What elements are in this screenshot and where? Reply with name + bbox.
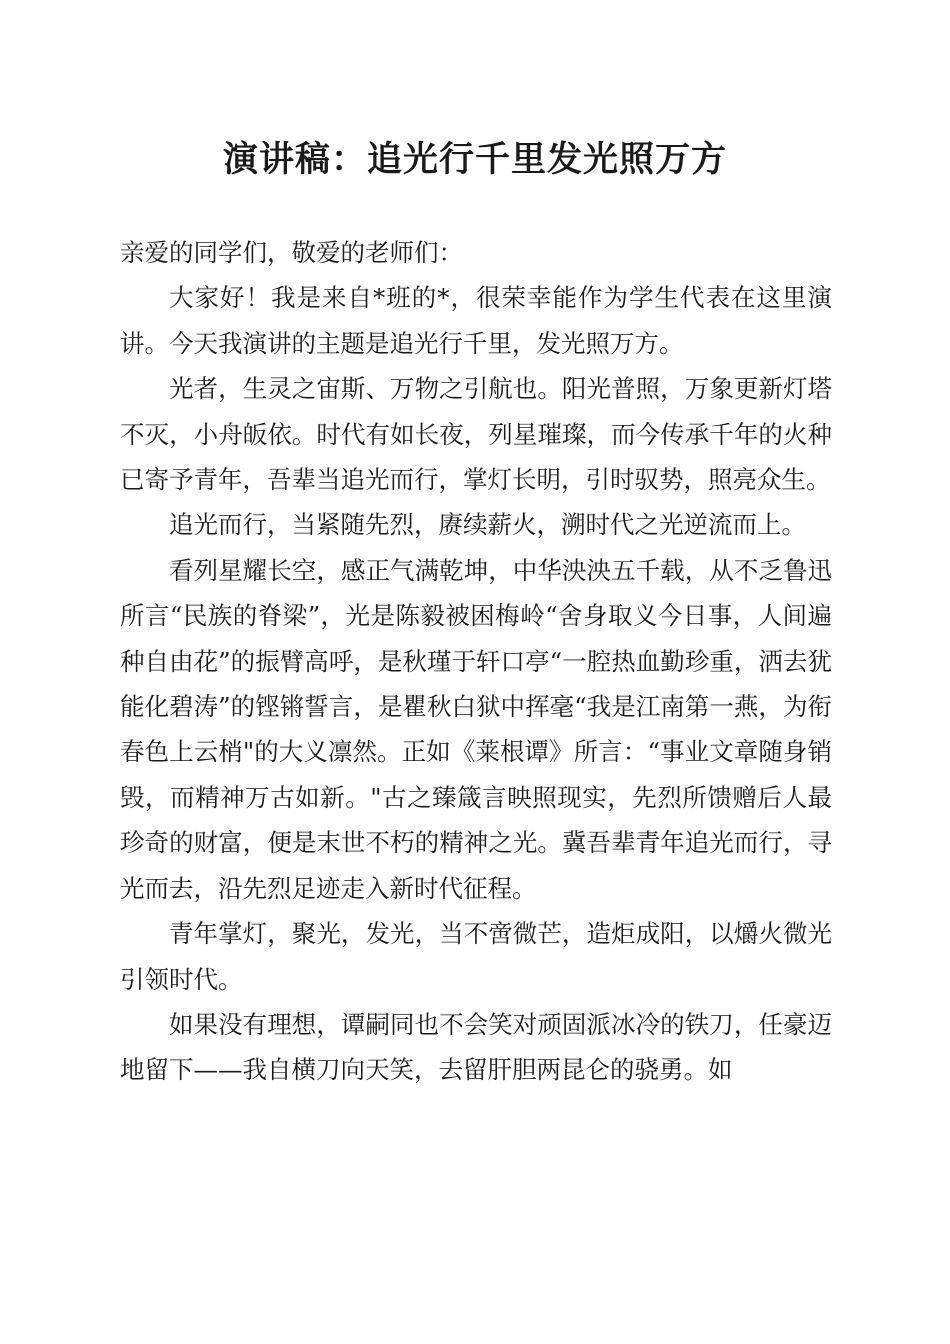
document-title: 演讲稿：追光行千里发光照万方 (222, 139, 727, 180)
document-body (120, 230, 832, 1093)
paragraph: 追光而行，当紧随先烈，赓续薪火，溯时代之光逆流而上。 (169, 510, 806, 540)
paragraph: 大家好！我是来自*班的*，很荣幸能作为学生代表在这里演讲。今天我演讲的主题是追光行千里，发光照万方。 (120, 283, 832, 358)
paragraph: 光者，生灵之宙斯、万物之引航也。阳光普照，万象更新灯塔不灭，小舟皈依。时代有如长夜，列星璀璨，而今传承千年的火种已寄予青年，吾辈当追光而行，掌灯长明，引时驭势，照亮众生。 (120, 374, 832, 495)
paragraph: 如果没有理想，谭嗣同也不会笑对顽固派冰冷的铁刀，任豪迈地留下——我自横刀向天笑，去留肝胆两昆仑的骁勇。如 (120, 1009, 832, 1085)
paragraph: 看列星耀长空，感正气满乾坤，中华泱泱五千载，从不乏鲁迅所言“民族的脊梁”，光是陈毅被困梅岭“舍身取义今日事，人间遍种自由花”的振臂高呼，是秋瑾于轩口亭“一腔热血勤珍重，洒去犹能化碧涛”的铿锵誓言，是瞿秋白狱中挥毫“我是江南第一燕，为衔春色上云梢"的大义凛然。正如《莱根谭》所言：“事业文章随身销毁，而精神万古如新。"古之臻箴言映照现实，先烈所馈赠后人最珍奇的财富，便是末世不朽的精神之光。冀吾辈青年追光而行，寻光而去，沿先烈足迹走入新时代征程。 (120, 555, 832, 903)
salutation: 亲爱的同学们，敬爱的老师们： (120, 238, 463, 267)
paragraph: 青年掌灯，聚光，发光，当不啻微芒，造炬成阳，以爝火微光引领时代。 (120, 919, 832, 994)
